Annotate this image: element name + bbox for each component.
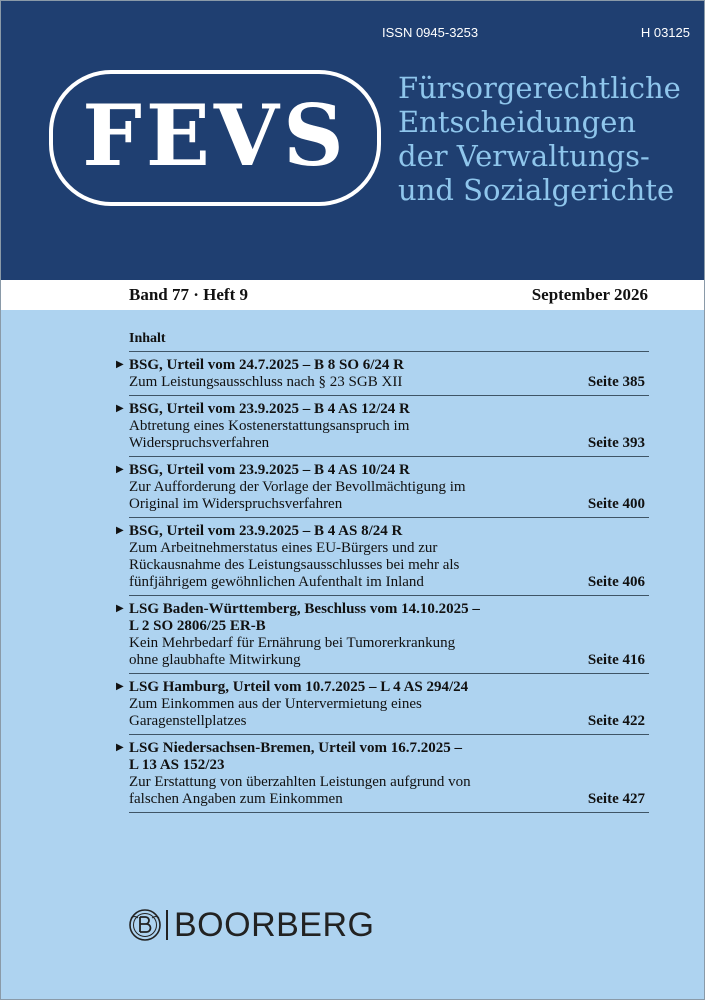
cover-header xyxy=(1,1,704,280)
entry-description xyxy=(129,696,649,730)
triangle-bullet-icon: ▶ xyxy=(116,464,124,475)
entry-description xyxy=(129,374,649,391)
entry-description-line: Widerspruchsverfahren xyxy=(129,435,270,451)
entry-description-line: Zur Erstattung von überzahlten Leistungen aufgrund von xyxy=(129,774,471,790)
entry-heading xyxy=(129,401,649,418)
entry-description xyxy=(129,540,649,591)
entry-description-line: Abtretung eines Kostenerstattungsanspruch im xyxy=(129,418,410,434)
triangle-bullet-icon: ▶ xyxy=(116,525,124,536)
entry-heading xyxy=(129,462,649,479)
journal-title xyxy=(398,71,698,207)
contents-entry xyxy=(116,596,649,674)
issn-number: ISSN 0945-3253 xyxy=(382,25,479,40)
entry-description-line: fünfjährigem gewöhnlichen Aufenthalt im Inland xyxy=(129,574,424,590)
entry-heading xyxy=(129,679,649,696)
entry-heading xyxy=(129,523,649,540)
logo-text: FEVS xyxy=(82,86,348,185)
entry-heading-line: L 13 AS 152/23 xyxy=(129,757,225,773)
contents-entry xyxy=(116,674,649,735)
journal-title-line: Fürsorgerechtliche xyxy=(398,71,681,105)
entry-heading-line: BSG, Urteil vom 24.7.2025 – B 8 SO 6/24 R xyxy=(129,357,405,373)
entry-description-line: Original im Widerspruchsverfahren xyxy=(129,496,343,512)
publisher-logo xyxy=(128,908,374,942)
entry-heading-line: LSG Niedersachsen-Bremen, Urteil vom 16.7.2025 – xyxy=(129,740,463,756)
issue-date: September 2026 xyxy=(531,285,648,304)
journal-title-line: Entscheidungen xyxy=(398,105,637,139)
contents-entry xyxy=(116,352,649,396)
entry-description-line: Rückausnahme des Leistungsausschlusses bei mehr als xyxy=(129,557,460,573)
entry-page-number: Seite 416 xyxy=(587,652,645,668)
entry-heading-line: LSG Hamburg, Urteil vom 10.7.2025 – L 4 AS 294/24 xyxy=(129,679,469,695)
entry-page-number: Seite 393 xyxy=(587,435,645,451)
contents-heading: Inhalt xyxy=(129,331,649,352)
entry-description-line: Zum Arbeitnehmerstatus eines EU-Bürgers und zur xyxy=(129,540,438,556)
entry-description-line: Zum Leistungsausschluss nach § 23 SGB XII xyxy=(129,374,403,390)
journal-code: H 03125 xyxy=(640,25,690,40)
entry-description-line: falschen Angaben zum Einkommen xyxy=(129,791,343,807)
journal-logo xyxy=(49,70,381,206)
entry-heading xyxy=(129,357,649,374)
table-of-contents xyxy=(116,331,649,813)
entry-page-number: Seite 406 xyxy=(587,574,645,590)
journal-title-line: und Sozialgerichte xyxy=(398,173,675,207)
contents-entry xyxy=(116,457,649,518)
entry-description-line: ohne glaubhafte Mitwirkung xyxy=(129,652,301,668)
publisher-name: BOORBERG xyxy=(174,906,375,944)
entry-description-line: Zum Einkommen aus der Untervermietung eines xyxy=(129,696,422,712)
entry-description-line: Garagenstellplatzes xyxy=(129,713,247,729)
entry-heading-line: BSG, Urteil vom 23.9.2025 – B 4 AS 8/24 R xyxy=(129,523,403,539)
entry-description xyxy=(129,418,649,452)
publisher-divider xyxy=(166,910,168,940)
triangle-bullet-icon: ▶ xyxy=(116,403,124,414)
entry-heading-line: L 2 SO 2806/25 ER-B xyxy=(129,618,266,634)
entry-heading-line: LSG Baden-Württemberg, Beschluss vom 14.10.2025 – xyxy=(129,601,480,617)
entry-heading xyxy=(129,740,649,774)
entry-page-number: Seite 427 xyxy=(587,791,645,807)
contents-entry xyxy=(116,735,649,813)
entry-heading xyxy=(129,601,649,635)
entry-description-line: Kein Mehrbedarf für Ernährung bei Tumorerkrankung xyxy=(129,635,456,651)
triangle-bullet-icon: ▶ xyxy=(116,681,124,692)
boorberg-emblem-icon xyxy=(128,908,162,942)
entry-description xyxy=(129,479,649,513)
entry-heading-line: BSG, Urteil vom 23.9.2025 – B 4 AS 12/24 R xyxy=(129,401,410,417)
entry-page-number: Seite 385 xyxy=(587,374,645,390)
contents-entry xyxy=(116,396,649,457)
entry-description xyxy=(129,774,649,808)
entry-description xyxy=(129,635,649,669)
triangle-bullet-icon: ▶ xyxy=(116,742,124,753)
entry-heading-line: BSG, Urteil vom 23.9.2025 – B 4 AS 10/24 R xyxy=(129,462,410,478)
issue-volume: Band 77 · Heft 9 xyxy=(129,285,249,304)
triangle-bullet-icon: ▶ xyxy=(116,603,124,614)
journal-title-line: der Verwaltungs- xyxy=(398,139,650,173)
contents-entry xyxy=(116,518,649,596)
entry-page-number: Seite 400 xyxy=(587,496,645,512)
triangle-bullet-icon: ▶ xyxy=(116,359,124,370)
entry-description-line: Zur Aufforderung der Vorlage der Bevollmächtigung im xyxy=(129,479,466,495)
entry-page-number: Seite 422 xyxy=(587,713,645,729)
